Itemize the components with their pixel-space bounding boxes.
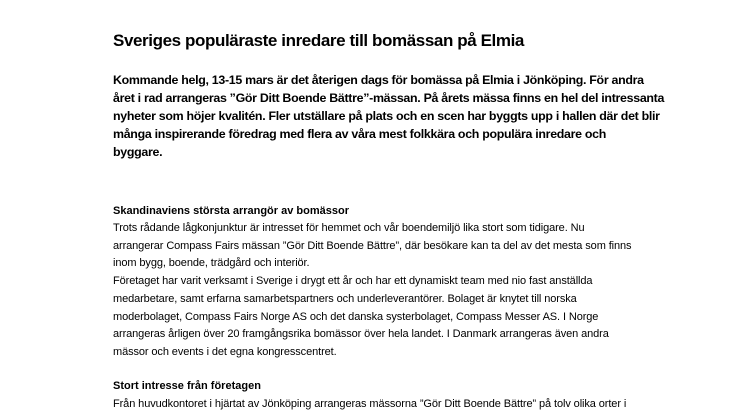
- section-body-company-interest: [113, 396, 626, 414]
- body-line: Från huvudkontoret i hjärtat av Jönköping arrangeras mässorna ”Gör Ditt Boende Bättre” på tolv olika orter i: [113, 398, 627, 410]
- body-line: inom bygg, boende, trädgård och interiör.: [113, 257, 310, 270]
- body-line: arrangerar Compass Fairs mässan ”Gör Ditt Boende Bättre”, där besökare kan ta del av det mesta som finns: [113, 239, 632, 252]
- section-heading-company-interest: Stort intresse från företagen: [113, 380, 261, 392]
- document-title: Sveriges populäraste inredare till bomässan på Elmia: [113, 31, 524, 50]
- lead-line: nyheter som höjer kvalitén. Fler utställare på plats och en scen har byggts upp i hallen där det blir: [113, 109, 660, 123]
- lead-line: året i rad arrangeras ”Gör Ditt Boende Bättre”-mässan. På årets mässa finns en hel del intressanta: [113, 91, 665, 105]
- section-body-largest-organizer: [113, 220, 631, 362]
- body-line: arrangeras årligen över 20 framgångsrika bomässor över hela landet. I Danmark arrangeras även andra: [113, 328, 609, 341]
- body-line: moderbolaget, Compass Fairs Norge AS och det danska systerbolaget, Compass Messer AS. I Norge: [113, 310, 599, 323]
- lead-line: många inspirerande föredrag med flera av våra mest folkkära och populära inredare och: [113, 127, 607, 141]
- body-line: mässor och events i det egna kongresscentret.: [113, 345, 337, 358]
- lead-line: byggare.: [113, 145, 163, 159]
- lead-line: Kommande helg, 13-15 mars är det återigen dags för bomässa på Elmia i Jönköping. För andra: [113, 73, 644, 87]
- body-line: medarbetare, samt erfarna samarbetspartners och underleverantörer. Bolaget är knytet till norska: [113, 292, 577, 305]
- body-line: Företaget har varit verksamt i Sverige i drygt ett år och har ett dynamiskt team med nio fast anställda: [113, 275, 593, 288]
- lead-paragraph: [113, 71, 665, 161]
- section-heading-largest-organizer: Skandinaviens största arrangör av bomässor: [113, 205, 349, 217]
- body-line: Trots rådande lågkonjunktur är intresset för hemmet och vår boendemiljö lika stort som tidigare. Nu: [113, 222, 585, 234]
